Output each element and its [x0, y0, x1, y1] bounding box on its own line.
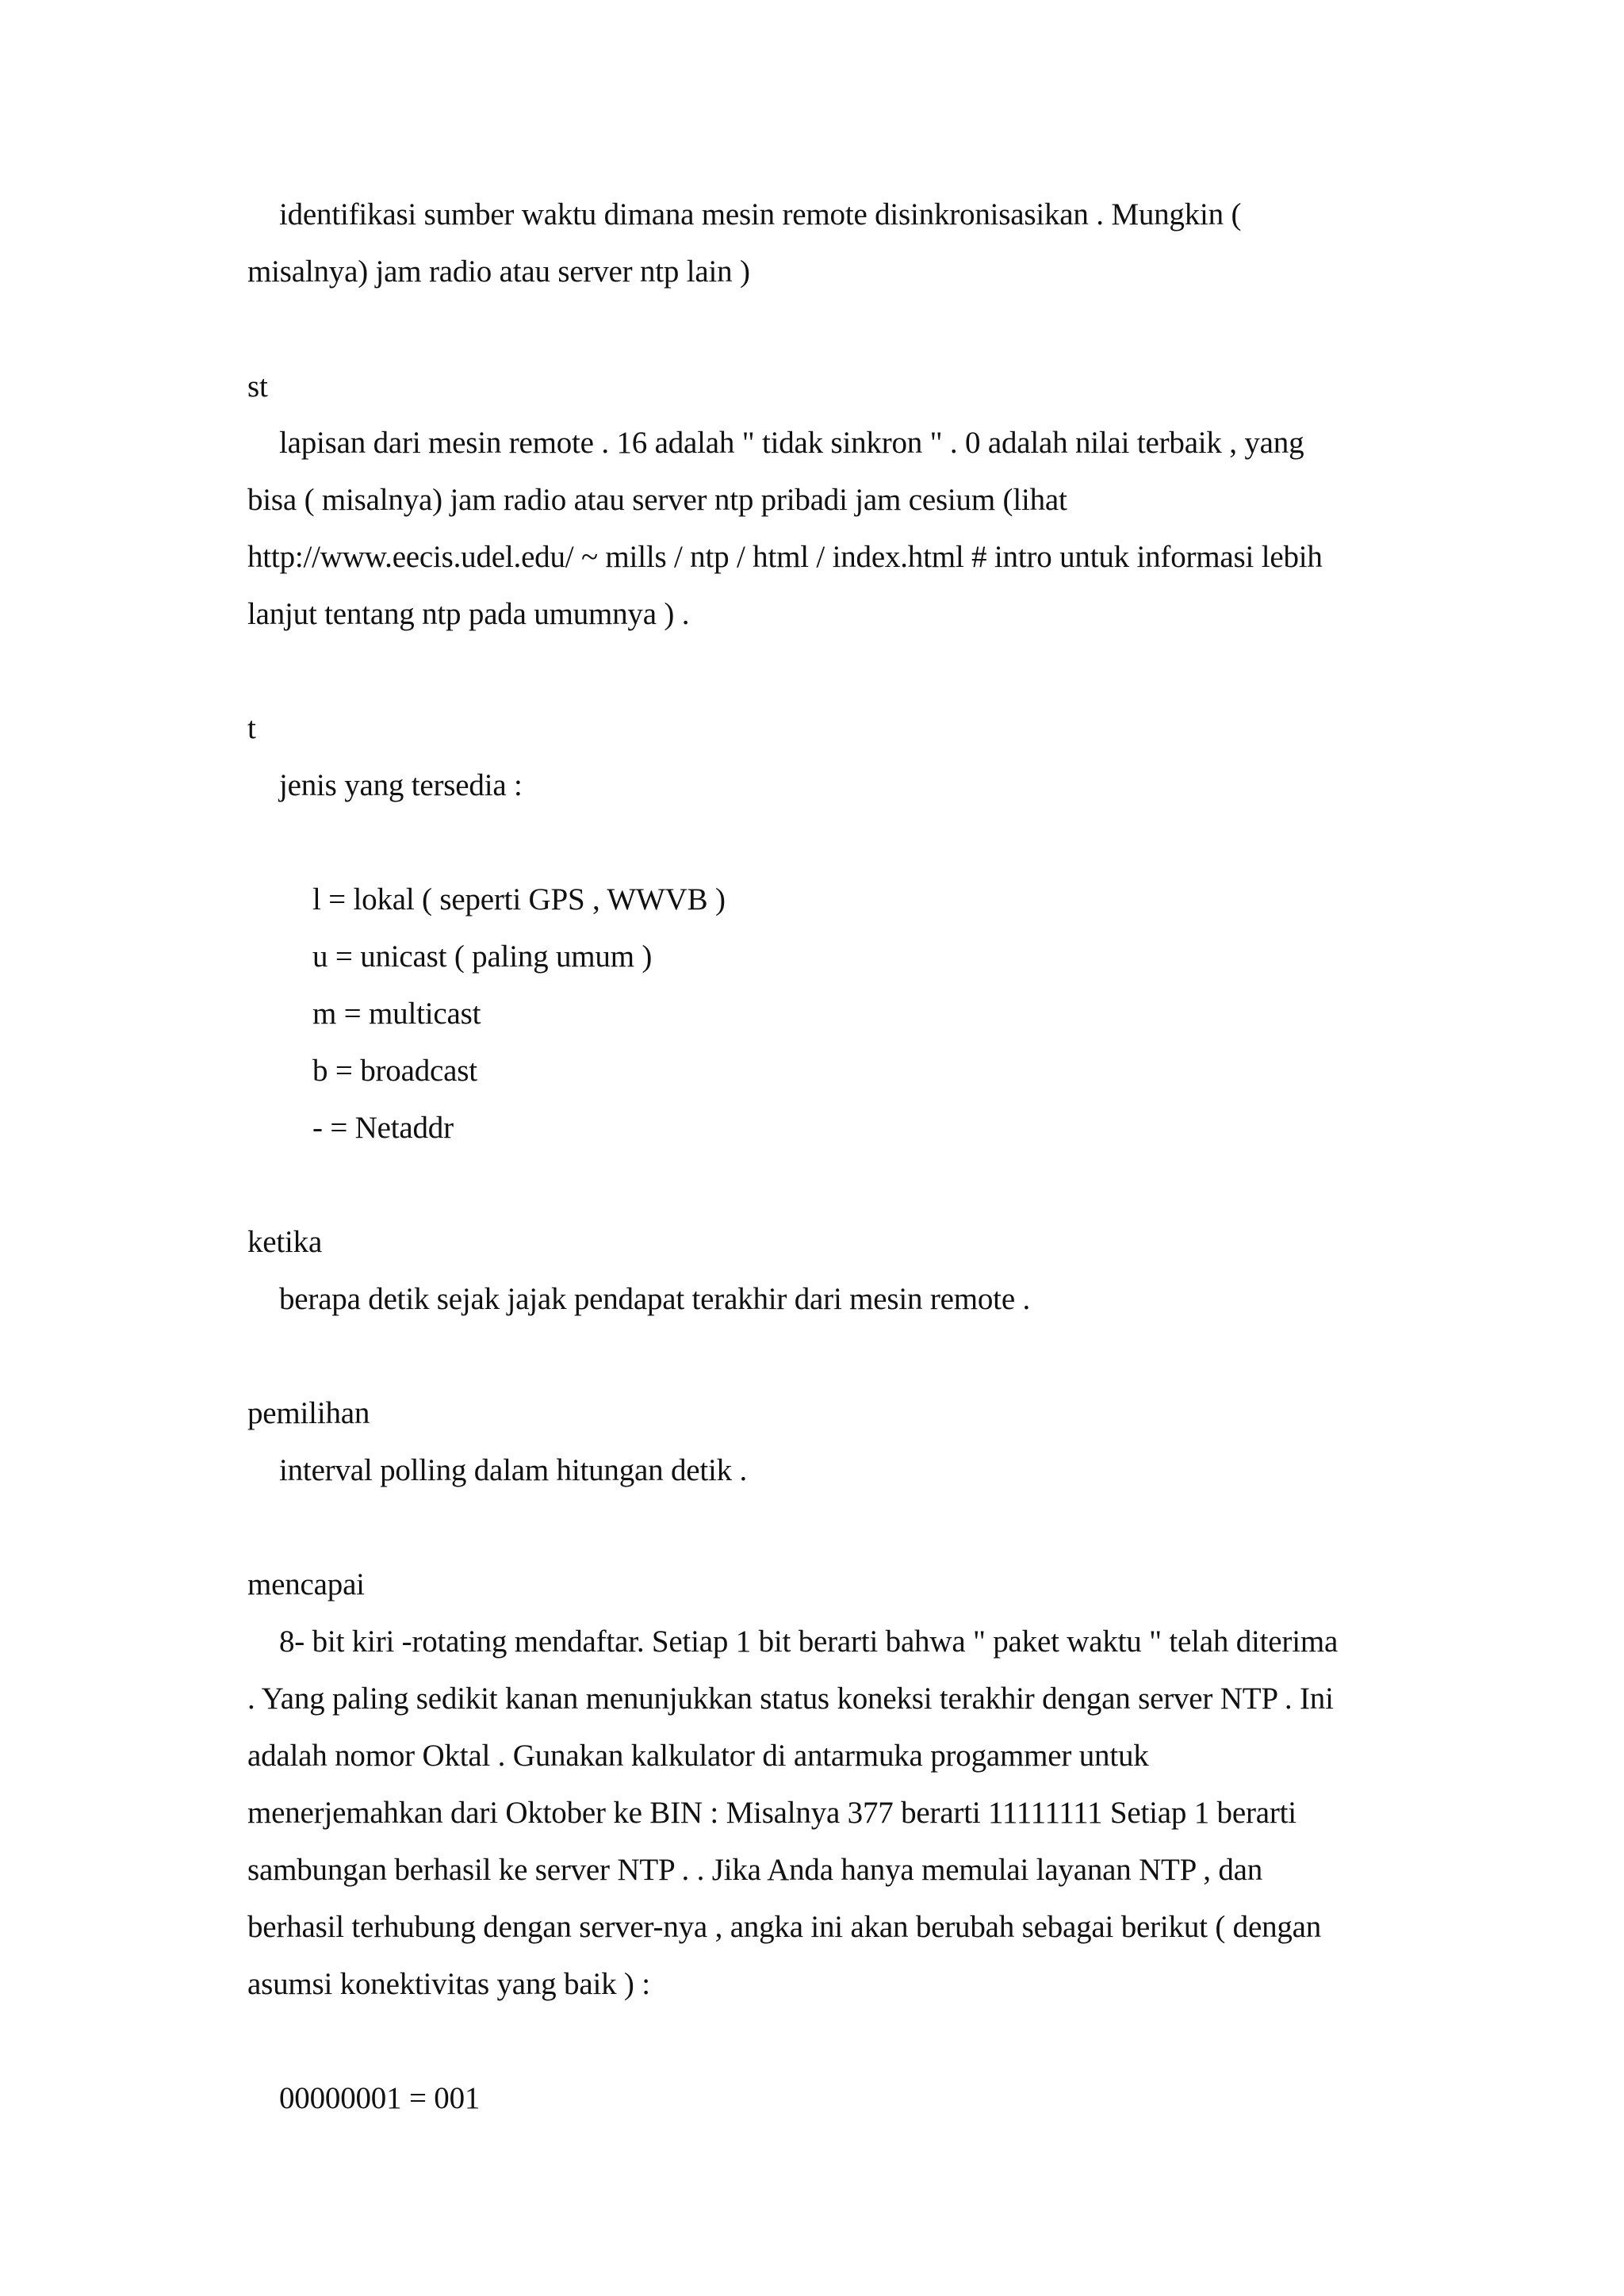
list-item: - = Netaddr: [312, 1111, 454, 1145]
paragraph-line: berapa detik sejak jajak pendapat terakhir dari mesin remote .: [279, 1282, 1031, 1316]
paragraph-line: jenis yang tersedia :: [279, 768, 523, 802]
paragraph-line: menerjemahkan dari Oktober ke BIN : Misalnya 377 berarti 11111111 Setiap 1 berarti: [247, 1796, 1297, 1830]
term-heading: st: [247, 369, 268, 404]
term-heading: mencapai: [247, 1567, 365, 1601]
paragraph-line: identifikasi sumber waktu dimana mesin remote disinkronisasikan . Mungkin (: [279, 197, 1242, 232]
list-item: u = unicast ( paling umum ): [312, 939, 653, 974]
list-item: b = broadcast: [312, 1054, 477, 1088]
paragraph-line: asumsi konektivitas yang baik ) :: [247, 1967, 650, 2001]
paragraph-line: interval polling dalam hitungan detik .: [279, 1453, 748, 1487]
paragraph-line: berhasil terhubung dengan server-nya , angka ini akan berubah sebagai berikut ( dengan: [247, 1910, 1322, 1944]
paragraph-line: . Yang paling sedikit kanan menunjukkan status koneksi terakhir dengan server NTP . Ini: [247, 1682, 1334, 1716]
list-item: m = multicast: [312, 997, 481, 1031]
paragraph-line: bisa ( misalnya) jam radio atau server ntp pribadi jam cesium (lihat: [247, 483, 1067, 517]
term-heading: ketika: [247, 1225, 323, 1259]
paragraph-line: lapisan dari mesin remote . 16 adalah " tidak sinkron " . 0 adalah nilai terbaik , yang: [279, 426, 1304, 460]
term-heading: t: [247, 711, 256, 745]
paragraph-line: http://www.eecis.udel.edu/ ~ mills / ntp / html / index.html # intro untuk informasi lebih: [247, 540, 1323, 574]
paragraph-line: lanjut tentang ntp pada umumnya ) .: [247, 597, 690, 631]
paragraph-line: adalah nomor Oktal . Gunakan kalkulator di antarmuka progammer untuk: [247, 1739, 1149, 1773]
paragraph-line: sambungan berhasil ke server NTP . . Jika Anda hanya memulai layanan NTP , dan: [247, 1853, 1263, 1887]
list-item: l = lokal ( seperti GPS , WWVB ): [312, 882, 726, 916]
paragraph-line: misalnya) jam radio atau server ntp lain ): [247, 254, 750, 289]
example-line: 00000001 = 001: [279, 2081, 481, 2115]
paragraph-line: 8- bit kiri -rotating mendaftar. Setiap 1 bit berarti bahwa " paket waktu " telah diterima: [279, 1624, 1339, 1659]
term-heading: pemilihan: [247, 1396, 370, 1430]
